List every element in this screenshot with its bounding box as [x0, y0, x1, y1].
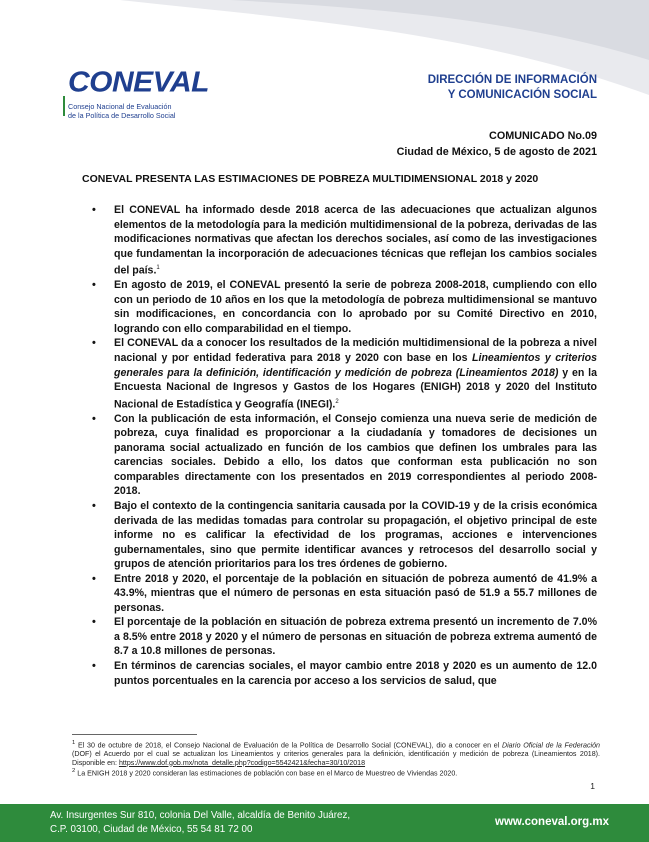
footnote-text: La ENIGH 2018 y 2020 consideran las estimaciones de población con base en el Marco de Muestreo de Viviendas 2020.: [75, 769, 458, 778]
document-title: CONEVAL PRESENTA LAS ESTIMACIONES DE POBREZA MULTIDIMENSIONAL 2018 y 2020: [82, 173, 539, 185]
bullet-item: • En términos de carencias sociales, el mayor cambio entre 2018 y 2020 es un aumento de 12.0 puntos porcentuales en la carencia por acceso a los servicios de salud, que: [90, 659, 597, 688]
logo-accent-bar: [63, 96, 65, 116]
footnote-ref: 2: [335, 398, 339, 405]
logo-subtitle-line2: de la Política de Desarrollo Social: [68, 111, 176, 120]
bullet-list: [90, 203, 597, 688]
communique-place-date: Ciudad de México, 5 de agosto de 2021: [396, 146, 597, 158]
department-line2: Y COMUNICACIÓN SOCIAL: [447, 89, 597, 101]
bullet-item: • Entre 2018 y 2020, el porcentaje de la población en situación de pobreza aumentó de 41.9% a 43.9%, mientras que el número de personas en esta situación pasó de 51.9 a 55.7 millones de personas.: [90, 572, 597, 616]
logo-wordmark: CONEVAL: [68, 66, 209, 99]
department-line1: DIRECCIÓN DE INFORMACIÓN: [427, 74, 597, 86]
bullet-text: y en la Encuesta Nacional de Ingresos y Gastos de los Hogares (ENIGH) 2018 y 2020 del Instituto Nacional de Estadística y Geografía (INEGI).: [114, 366, 597, 411]
footnote-1: [72, 739, 600, 767]
communique-number: COMUNICADO No.09: [489, 130, 597, 142]
bullet-text: El CONEVAL ha informado desde 2018 acerca de las adecuaciones que actualizan algunos elementos de la metodología para la medición multidimensional de la pobreza, derivadas de las modificaciones normativas que afectan los derechos sociales, así como de las investigaciones que fundamentan la incorporación de adecuaciones técnicas que reflejan los cambios sociales del país.: [114, 204, 597, 277]
address-line1: Av. Insurgentes Sur 810, colonia Del Valle, alcaldía de Benito Juárez,: [50, 810, 351, 821]
address-line2: C.P. 03100, Ciudad de México, 55 54 81 72 00: [50, 824, 253, 835]
department-heading: [428, 73, 597, 103]
website-link[interactable]: www.coneval.org.mx: [495, 816, 609, 828]
bullet-italic-text: Lineamientos y criterios generales para la definición, identificación y medición de pobreza (Lineamientos 2018): [114, 352, 598, 379]
footnotes: [72, 739, 600, 778]
bullet-item: • En agosto de 2019, el CONEVAL presentó la serie de pobreza 2008-2018, cumpliendo con ello con un periodo de 10 años en los que la metodología de pobreza multidimensional se mantuvo sin modificaciones, en concordancia con lo aprobado por su Comité Directivo en 2010, logrando con ello comparabilidad en el tiempo.: [90, 278, 597, 336]
footnote-2: [72, 767, 600, 778]
bullet-item: [90, 336, 597, 411]
communique-info: [397, 128, 597, 160]
bullet-item: • Bajo el contexto de la contingencia sanitaria causada por la COVID-19 y de la crisis económica derivada de las medidas tomadas para controlar su propagación, el objetivo principal de este informe no es calificar la efectividad de los programas, acciones e intervenciones gubernamentales, sino que permite identificar avances y retrocesos del desarrollo social y grupos de atención prioritarios para los tres órdenes de gobierno.: [90, 499, 597, 572]
footnote-ref: 1: [156, 265, 160, 272]
page-number: 1: [590, 781, 595, 791]
footnote-number: 2: [72, 768, 76, 775]
bullet-item: • Con la publicación de esta información, el Consejo comienza una nueva serie de medición de pobreza, cuya finalidad es proporcionar a la ciudadanía y tomadores de decisiones un panorama social actualizado en función de los cambios que definen los umbrales para las carencias sociales. Debido a ello, los datos que conforman esta publicación no son comparables directamente con los presentados en 2019 correspondientes al periodo 2008-2018.: [90, 412, 597, 499]
bullet-text: El CONEVAL da a conocer los resultados de la medición multidimensional de la pobreza a nivel nacional y por entidad federativa para 2018 y 2020 con base en los: [114, 337, 597, 364]
logo-subtitle: [68, 102, 208, 120]
bullet-item: • El porcentaje de la población en situación de pobreza extrema presentó un incremento de 7.0% a 8.5% entre 2018 y 2020 y el número de personas en situación de pobreza extrema aumentó de 8.7 a 10.8 millones de personas.: [90, 615, 597, 659]
footnote-number: 1: [72, 740, 76, 746]
footnote-text: (DOF) el Acuerdo por el cual se actualizan los Lineamientos y criterios generales para la definición, identificación y medición de pobreza (Lineamientos 2018). Disponible en:: [72, 749, 600, 767]
coneval-logo: [68, 68, 208, 120]
footnote-divider: [72, 734, 197, 735]
footnote-text: El 30 de octubre de 2018, el Consejo Nacional de Evaluación de la Política de Desarrollo Social (CONEVAL), dio a conocer en el: [75, 741, 502, 750]
footer-address: [50, 809, 350, 837]
footnote-italic: Diario Oficial de la Federación: [501, 741, 600, 750]
bullet-item: [90, 203, 597, 278]
dof-link[interactable]: https://www.dof.gob.mx/nota_detalle.php?codigo=5542421&fecha=30/10/2018: [118, 758, 366, 767]
logo-subtitle-line1: Consejo Nacional de Evaluación: [68, 102, 172, 111]
